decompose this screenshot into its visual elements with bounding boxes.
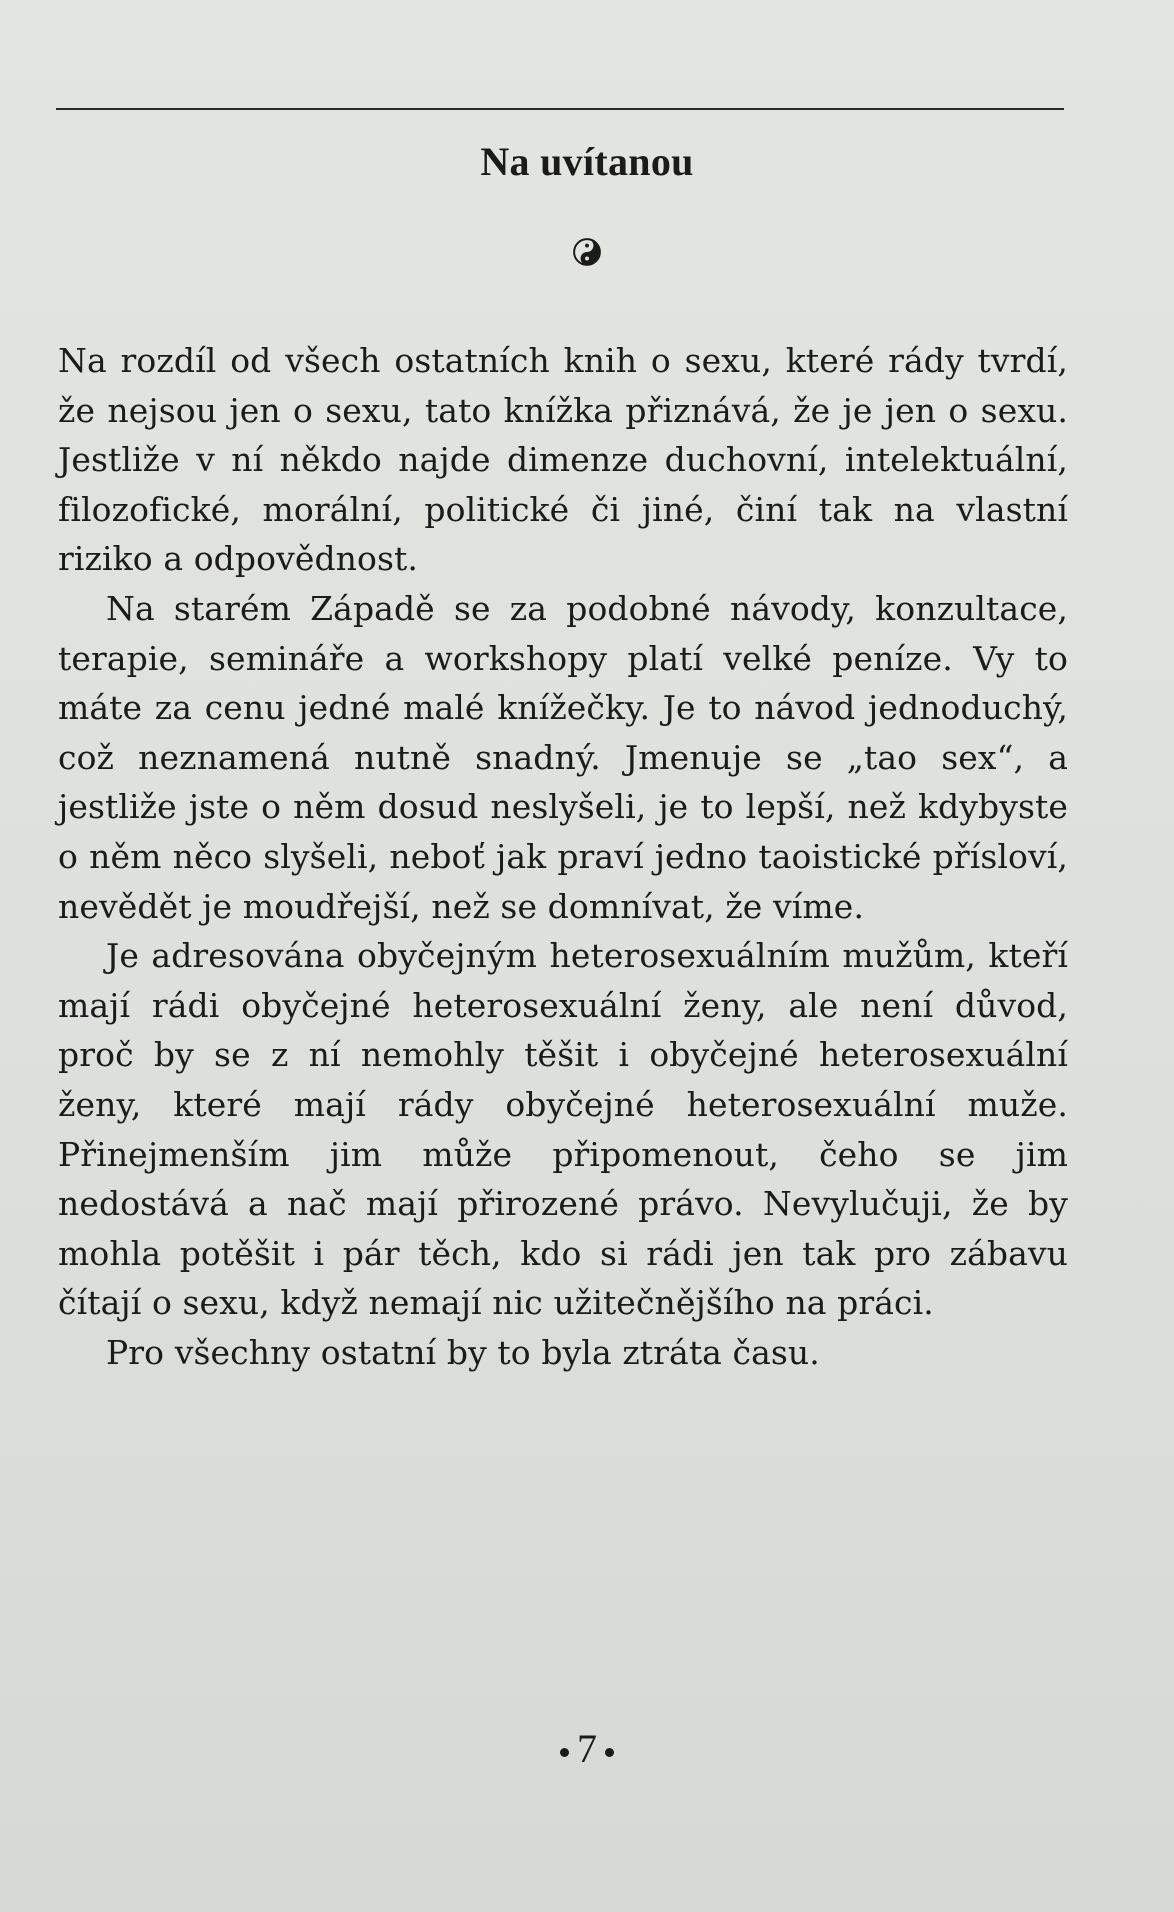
bullet-left-icon <box>560 1748 569 1757</box>
paragraph-4: Pro všechny ostatní by to byla ztráta času. <box>106 1332 820 1372</box>
body-text <box>58 336 1068 1377</box>
page-number: 7 <box>577 1726 597 1771</box>
paragraph-3: Je adresována obyčejným heterosexuálním mužům, kteří mají rádi obyčejné heterosexuální ženy, ale není důvod, proč by se z ní nemohly těšit i obyčejné heterosexuální ženy, které mají rády obyčejné heterosexuální muže. Přinejmenším jim může připomenout, čeho se jim nedostává a nač mají přirozené právo. Nevylučuji, že by mohla potěšit i pár těch, kdo si rádi jen tak pro zábavu čítají o sexu, když nemají nic užitečnějšího na práci. <box>58 936 1068 1323</box>
header-rule <box>56 108 1064 110</box>
paragraph-1: Na rozdíl od všech ostatních knih o sexu, které rády tvrdí, že nejsou jen o sexu, tato knížka přiznává, že je jen o sexu. Jestliže v ní někdo najde dimenze duchovní, intelektuální, filozofické, morální, politické či jiné, činí tak na vlastní riziko a odpovědnost. <box>58 341 1068 579</box>
paragraph-2: Na starém Západě se za podobné návody, konzultace, terapie, semináře a workshopy platí velké peníze. Vy to máte za cenu jedné malé knížečky. Je to návod jednoduchý, což neznamená nutně snadný. Jmenuje se „tao sex“, a jestliže jste o něm dosud neslyšeli, je to lepší, než kdybyste o něm něco slyšeli, neboť jak praví jedno taoistické přísloví, nevědět je moudřejší, než se domnívat, že víme. <box>58 588 1068 926</box>
bullet-right-icon <box>605 1748 614 1757</box>
page-number-footer <box>0 1725 1174 1772</box>
yin-yang-icon <box>573 238 601 266</box>
chapter-title: Na uvítanou <box>480 139 694 184</box>
